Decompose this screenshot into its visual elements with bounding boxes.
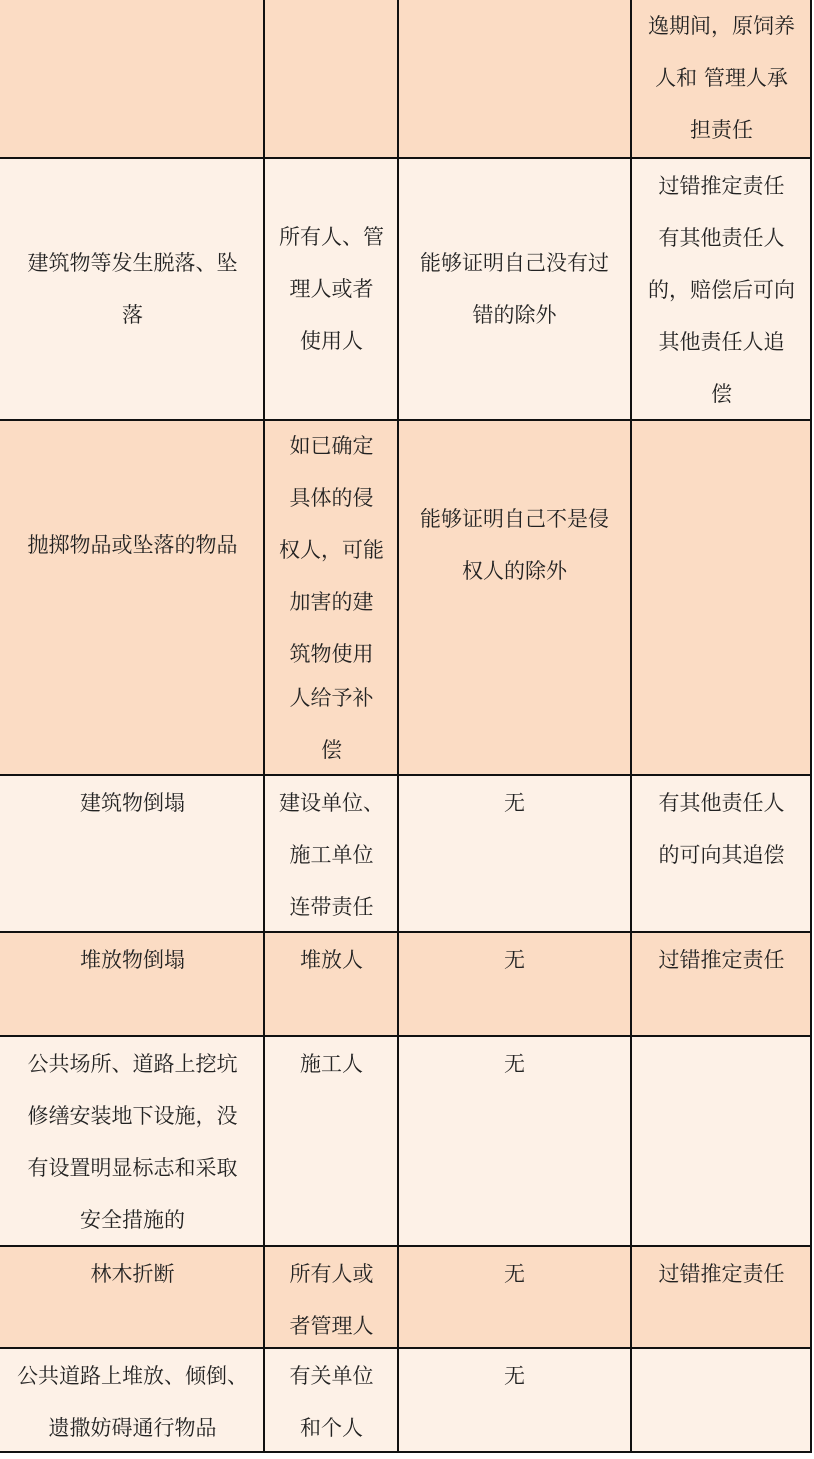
cell-text-line: 有其他责任人: [658, 791, 785, 815]
cell-text-line: 有关单位: [289, 1364, 374, 1388]
table-cell-col1: [0, 1036, 265, 1246]
cell-text-line: 遗撒妨碍通行物品: [48, 1416, 217, 1440]
table-cell-col2: [265, 1348, 398, 1452]
cell-text-line: 担责任: [690, 118, 753, 142]
table-cell-col2: [265, 0, 398, 158]
cell-text-line: 人和 管理人承: [655, 66, 788, 90]
cell-text-line: 权人的除外: [462, 559, 567, 583]
table-cell-col1: [0, 420, 265, 670]
cell-text-line: 无: [504, 1052, 525, 1076]
cell-text-line: 公共场所、道路上挖坑: [27, 1052, 238, 1076]
table-row-divider: [0, 931, 812, 933]
cell-text-line: 建设单位、: [279, 791, 384, 815]
cell-text-line: 所有人或: [289, 1262, 374, 1286]
cell-text-line: 理人或者: [289, 277, 374, 301]
table-cell-col4: [631, 1246, 812, 1348]
table-cell-col3: [398, 1036, 631, 1246]
cell-text-line: 过错推定责任: [658, 1262, 785, 1286]
cell-text-line: 修缮安装地下设施，没: [27, 1104, 238, 1128]
table-row: [0, 775, 812, 932]
table-cell-col3: [398, 775, 631, 932]
cell-text-line: 施工人: [300, 1052, 363, 1076]
table-row-divider: [0, 774, 812, 776]
cell-text-line: 无: [504, 791, 525, 815]
table-column-divider: [397, 0, 399, 1452]
table-cell-col4: [631, 0, 812, 158]
cell-text-line: 如已确定: [289, 434, 374, 458]
table-cell-col4: [631, 158, 812, 420]
cell-text-line: 公共道路上堆放、倾倒、: [17, 1364, 248, 1388]
table-row: [0, 158, 812, 420]
cell-text-line: 堆放人: [300, 948, 363, 972]
cell-text-line: 施工单位: [289, 843, 374, 867]
cell-text-line: 有设置明显标志和采取: [27, 1156, 238, 1180]
cell-text-line: 连带责任: [289, 895, 374, 919]
table-cell-col4: [631, 420, 812, 670]
cell-text-line: 能够证明自己没有过: [420, 251, 609, 275]
table-cell-col2: [265, 158, 398, 420]
cell-text-line: 其他责任人追: [658, 330, 785, 354]
cell-text-line: 偿: [321, 738, 342, 762]
cell-text-line: 加害的建: [289, 590, 374, 614]
table-cell-col2: [265, 420, 398, 670]
cell-text-line: 筑物使用: [289, 642, 374, 666]
cell-text-line: 有其他责任人: [658, 226, 785, 250]
table-row-divider: [0, 669, 812, 670]
table-row-divider: [0, 1245, 812, 1247]
cell-text-line: 堆放物倒塌: [80, 948, 185, 972]
table-cell-col4: [631, 1348, 812, 1452]
table-cell-col3: [398, 0, 631, 158]
table-cell-col3: [398, 158, 631, 420]
table-cell-col4: [631, 670, 812, 775]
cell-text-line: 过错推定责任: [658, 174, 785, 198]
table-cell-col3: [398, 670, 631, 775]
cell-text-line: 无: [504, 1364, 525, 1388]
table-cell-col2: [265, 1036, 398, 1246]
table-cell-col1: [0, 158, 265, 420]
table-row: [0, 1348, 812, 1452]
table-column-divider: [630, 0, 632, 1452]
table-cell-col1: [0, 932, 265, 1036]
table-cell-col3: [398, 932, 631, 1036]
table-cell-col4: [631, 932, 812, 1036]
cell-text-line: 具体的侵: [289, 486, 374, 510]
cell-text-line: 的可向其追偿: [658, 843, 785, 867]
cell-text-line: 落: [122, 303, 143, 327]
table-row-divider: [0, 157, 812, 159]
table-row-divider: [0, 1035, 812, 1037]
cell-text-line: 逸期间，原饲养: [648, 14, 795, 38]
table-row-divider: [0, 1347, 812, 1349]
cell-text-line: 无: [504, 1262, 525, 1286]
table-cell-col4: [631, 1036, 812, 1246]
cell-text-line: 建筑物倒塌: [80, 791, 185, 815]
table-cell-col1: [0, 1348, 265, 1452]
table-cell-col2: [265, 932, 398, 1036]
table-column-divider: [263, 0, 265, 1452]
cell-text-line: 建筑物等发生脱落、坠: [27, 251, 238, 275]
table-row-divider: [0, 1451, 812, 1453]
cell-text-line: 安全措施的: [80, 1208, 185, 1232]
table-cell-col3: [398, 420, 631, 670]
cell-text-line: 无: [504, 948, 525, 972]
table-cell-col1: [0, 0, 265, 158]
table-cell-col1: [0, 775, 265, 932]
table-cell-col4: [631, 775, 812, 932]
cell-text-line: 所有人、管: [279, 225, 384, 249]
table-cell-col3: [398, 1348, 631, 1452]
table-cell-col2: [265, 670, 398, 775]
cell-text-line: 的，赔偿后可向: [648, 278, 795, 302]
table-cell-col2: [265, 1246, 398, 1348]
table-cell-col1: [0, 1246, 265, 1348]
table-cell-col2: [265, 775, 398, 932]
cell-text-line: 林木折断: [90, 1262, 175, 1286]
table-row: [0, 1246, 812, 1348]
cell-text-line: 偿: [711, 382, 732, 406]
table-row: [0, 420, 812, 670]
table-row: [0, 932, 812, 1036]
table-row-divider: [0, 419, 812, 421]
cell-text-line: 使用人: [300, 329, 363, 353]
cell-text-line: 能够证明自己不是侵: [420, 507, 609, 531]
table-cell-col3: [398, 1246, 631, 1348]
cell-text-line: 者管理人: [289, 1314, 374, 1338]
table-row: [0, 1036, 812, 1246]
cell-text-line: 过错推定责任: [658, 948, 785, 972]
cell-text-line: 和个人: [300, 1416, 363, 1440]
cell-text-line: 抛掷物品或坠落的物品: [27, 533, 238, 557]
cell-text-line: 人给予补: [289, 686, 374, 710]
cell-text-line: 错的除外: [472, 303, 557, 327]
table-row: [0, 0, 812, 158]
cell-text-line: 权人，可能: [279, 538, 384, 562]
table-column-divider: [810, 0, 812, 1452]
table-cell-col1: [0, 670, 265, 775]
table-row: [0, 670, 812, 775]
